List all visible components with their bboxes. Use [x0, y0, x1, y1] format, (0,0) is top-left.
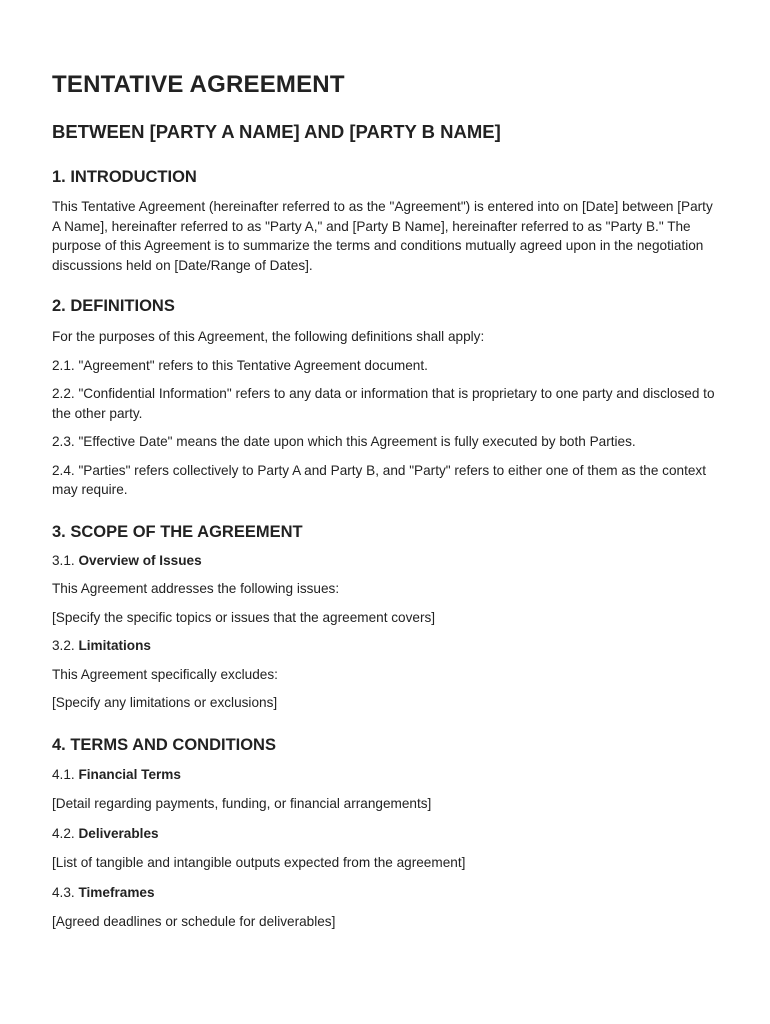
subsection-number: 3.1. [52, 552, 75, 568]
subsection-heading-financial [52, 765, 720, 785]
terms-deliverables-text: [List of tangible and intangible outputs expected from the agreement] [52, 855, 466, 870]
subsection-heading-deliverables [52, 824, 720, 844]
document-title: TENTATIVE AGREEMENT [52, 71, 345, 98]
scope-overview-text: This Agreement addresses the following issues: [52, 581, 340, 596]
subsection-title: Deliverables [78, 825, 159, 841]
definition-item: 2.1. "Agreement" refers to this Tentative Agreement document. [52, 357, 428, 373]
definitions-lead: For the purposes of this Agreement, the following definitions shall apply: [52, 329, 485, 344]
definition-item: 2.3. "Effective Date" means the date upon which this Agreement is fully executed by both Parties. [52, 434, 636, 449]
section-heading-definitions: 2. DEFINITIONS [52, 297, 175, 315]
scope-overview-placeholder: [Specify the specific topics or issues that the agreement covers] [52, 609, 436, 625]
subsection-heading-overview [52, 551, 720, 571]
subsection-number: 3.2. [52, 638, 75, 653]
subsection-number: 4.3. [52, 884, 75, 900]
document-subtitle: BETWEEN [PARTY A NAME] AND [PARTY B NAME] [52, 121, 501, 142]
terms-financial-text: [Detail regarding payments, funding, or financial arrangements] [52, 796, 432, 811]
section-heading-terms: 4. TERMS AND CONDITIONS [52, 735, 276, 754]
subsection-number: 4.1. [52, 766, 75, 782]
subsection-number: 4.2. [52, 825, 75, 841]
introduction-paragraph: This Tentative Agreement (hereinafter referred to as the "Agreement") is entered into on [Date] between [Party A Name], hereinafter referred to as "Party A," and [Party B Name], hereinafter referred to as "Party B." The purpose of this Agreement is to summarize the terms and conditions mutually agreed upon in the negotiation discussions held on [Date/Range of Dates]. [52, 199, 713, 273]
scope-limitations-text: This Agreement specifically excludes: [52, 666, 278, 682]
subsection-heading-limitations [52, 636, 720, 656]
terms-timeframes-text: [Agreed deadlines or schedule for deliverables] [52, 914, 336, 929]
scope-limitations-placeholder: [Specify any limitations or exclusions] [52, 695, 278, 710]
definition-item: 2.4. "Parties" refers collectively to Party A and Party B, and "Party" refers to either one of them as the context may require. [52, 462, 706, 497]
definition-item: 2.2. "Confidential Information" refers to any data or information that is proprietary to one party and disclosed to the other party. [52, 386, 715, 421]
subsection-title: Timeframes [78, 884, 155, 900]
subsection-heading-timeframes [52, 883, 720, 903]
subsection-title: Financial Terms [78, 766, 181, 782]
section-heading-scope: 3. SCOPE OF THE AGREEMENT [52, 522, 303, 541]
section-heading-introduction: 1. INTRODUCTION [52, 168, 197, 186]
subsection-title: Limitations [78, 638, 151, 653]
subsection-title: Overview of Issues [78, 552, 202, 568]
